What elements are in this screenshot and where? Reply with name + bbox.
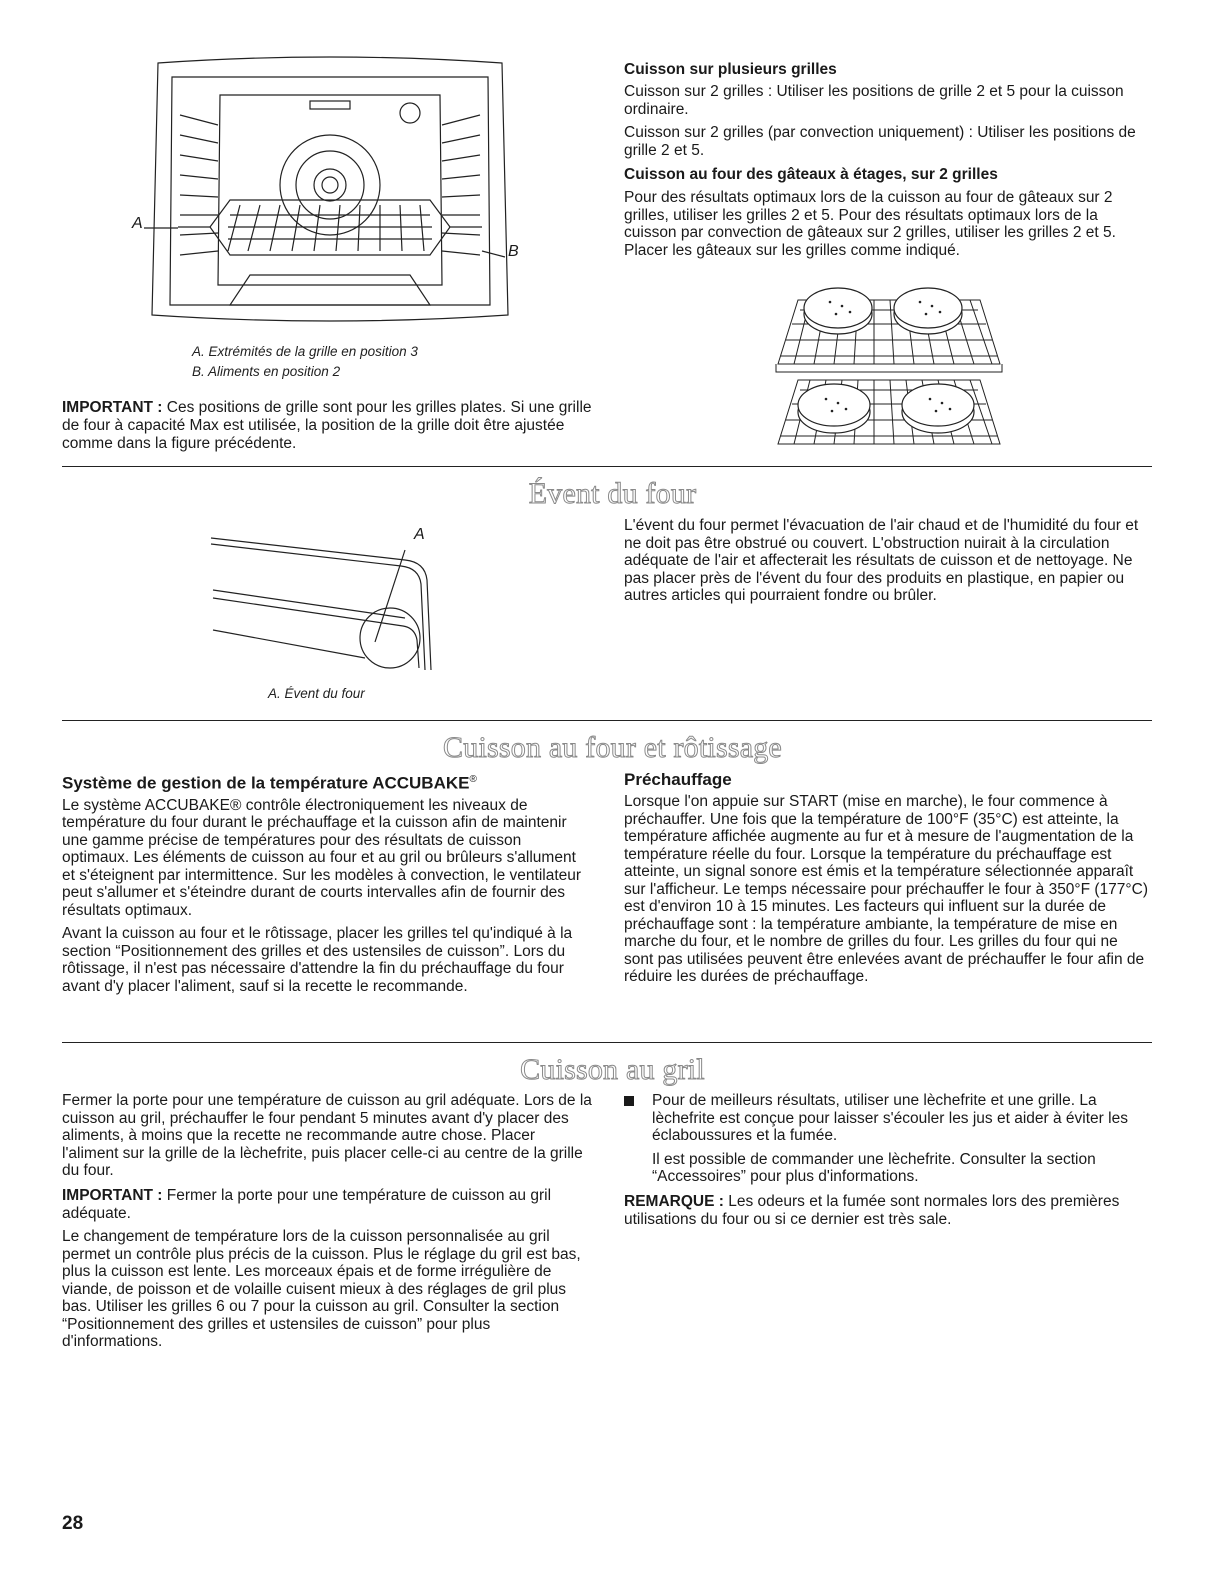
broil-bullet-item [616,1092,1149,1192]
divider [62,466,1152,467]
layer-cake-text: Pour des résultats optimaux lors de la cuisson au four de gâteaux sur 2 grilles, utiliser les grilles 2 et 5. Pour des résultats optimaux lors de la cuisson par convection de gâteaux sur 2 grilles, utiliser les grilles 2 et 5. Placer les gâteaux sur les grilles comme indiqué. [624,189,1116,259]
layer-cake-heading: Cuisson au four des gâteaux à étages, sur 2 grilles [624,166,998,183]
broil-left-column [62,1092,592,1351]
oven-rack-illustration [130,55,530,330]
cake-racks-illustration [770,282,1010,454]
accubake-section [62,770,592,995]
divider [62,720,1152,721]
remark-label: REMARQUE : [624,1192,724,1210]
figure-caption-a: A. Extrémités de la grille en position 3 [192,344,418,359]
broil-remark [624,1192,1149,1229]
vent-text: L'évent du four permet l'évacuation de l'air chaud et de l'humidité du four et ne doit pas être obstrué ou couvert. L'obstruction nuirait à la circulation adéquate de l'air et affecterait les résultats de cuisson et de nettoyage. Ne pas placer près de l'évent du four des produits en plastique, en papier ou autres articles qui pourraient fondre ou brûler. [624,517,1139,604]
vent-caption: A. Évent du four [268,686,365,701]
divider [62,1042,1152,1043]
remark-text: Les odeurs et la fumée sont normales lors des premières utilisations du four ou si ce dernier est très sale. [624,1192,1120,1228]
page-number: 28 [62,1513,84,1534]
registered-mark: ® [469,774,477,785]
accubake-p2: Avant la cuisson au four et le rôtissage, placer les grilles tel qu'indiqué à la section “Positionnement des grilles et des ustensiles de cuisson”. Lors du rôtissage, il n'est pas nécessaire d'attendre la fin du préchauffage du four avant d'y placer l'aliment, sauf si la recette le recommande. [62,925,573,995]
oven-vent-illustration [205,530,450,680]
broil-important [62,1186,592,1223]
baking-section-title: Cuisson au four et rôtissage [443,731,782,764]
preheat-heading: Préchauffage [624,770,732,789]
preheat-text: Lorsque l'on appuie sur START (mise en marche), le four commence à préchauffer. Une fois que la température de 100°F (35°C) est atteinte, la température affichée augmente au fur et à mesure de l'augmentation de la température réelle du four. Lorsque la température du préchauffage est atteinte, un signal sonore est émis et la température sélectionnée apparaît sur l'afficheur. Le temps nécessaire pour préchauffer le four à 350°F (177°C) est d'environ 10 à 15 minutes. Les facteurs qui influent sur la durée de préchauffage sont : la température ambiante, la température de mise en marche du four, et le nombre de grilles du four. Les grilles du four qui ne sont pas utilisées peuvent être enlevées avant de préchauffer le four afin de réduire les durées de préchauffage. [624,793,1148,985]
broil-bullet-p1: Pour de meilleurs résultats, utiliser une lèchefrite et une grille. La lèchefrite est conçue pour laisser s'écouler les jus et aider à éviter les éclaboussures et la fumée. [652,1092,1128,1144]
accubake-heading-text: Système de gestion de la température ACCUBAKE [62,773,470,793]
important-text: Ces positions de grille sont pour les grilles plates. Si une grille de four à capacité Max est utilisée, la position de la grille doit être ajustée comme dans la figure précédente. [62,399,592,452]
square-bullet-icon [624,1096,634,1106]
figure-label-a: A [132,215,143,232]
multi-rack-p1: Cuisson sur 2 grilles : Utiliser les positions de grille 2 et 5 pour la cuisson ordinaire. [624,83,1124,118]
broil-p2: Le changement de température lors de la cuisson personnalisée au gril permet un contrôle plus précis de la cuisson. Plus le réglage du gril est bas, plus la cuisson est lente. Les morceaux épais et de forme irrégulière de viande, de poisson et de volaille cuisent mieux à des réglages de gril plus bas. Utiliser les grilles 6 ou 7 pour la cuisson au gril. Consulter la section “Positionnement des grilles et ustensiles de cuisson” pour plus d'informations. [62,1228,581,1350]
figure-caption-b: B. Aliments en position 2 [192,364,341,379]
broil-section-title: Cuisson au gril [520,1053,705,1086]
broil-important-text: Fermer la porte pour une température de cuisson au gril adéquate. [62,1186,552,1222]
vent-section-title: Évent du four [528,477,697,510]
accubake-heading [62,770,592,794]
important-label: IMPORTANT : [62,399,163,416]
broil-p1: Fermer la porte pour une température de cuisson au gril adéquate. Lors de la cuisson au gril, préchauffer le four pendant 5 minutes avant d'y placer des aliments, à moins que la recette ne recommande autre chose. Placer l'aliment sur la grille de la lèchefrite, puis placer celle-ci au centre de la grille du four. [62,1092,592,1179]
multi-rack-p2: Cuisson sur 2 grilles (par convection uniquement) : Utiliser les positions de grille 2 et 5. [624,124,1136,159]
multi-rack-section [624,60,1149,259]
preheat-section [624,770,1149,986]
broil-important-label: IMPORTANT : [62,1186,163,1204]
important-note [62,398,592,452]
figure-label-b: B [508,243,519,260]
broil-bullet-p2: Il est possible de commander une lèchefrite. Consulter la section “Accessoires” pour plus d'informations. [652,1150,1096,1185]
accubake-p1: Le système ACCUBAKE® contrôle électroniquement les niveaux de température du four durant le préchauffage et la cuisson afin de maintenir une gamme précise de températures pour des résultats de cuisson optimaux. Les éléments de cuisson au four et au gril ou brûleurs s'allument et s'éteignent par intermittence. Sur les modèles à convection, le ventilateur peut s'allumer et s'éteindre durant de courts intervalles afin de fournir des résultats optimaux. [62,796,582,919]
broil-right-column [616,1092,1149,1228]
multi-rack-heading: Cuisson sur plusieurs grilles [624,61,837,78]
vent-label-a: A [414,526,425,543]
